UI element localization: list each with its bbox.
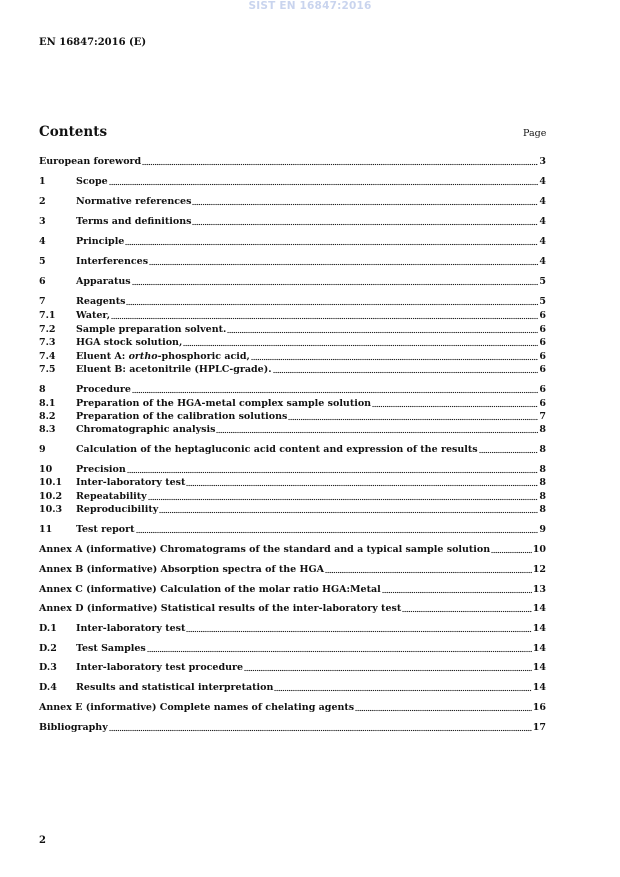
dot-leader: [325, 571, 532, 574]
toc-entry-number: 10.3: [39, 504, 63, 515]
dot-leader: [125, 243, 538, 246]
document-id: EN 16847:2016 (E): [39, 37, 147, 48]
contents-title: Contents: [39, 124, 108, 140]
dot-leader: [127, 471, 539, 474]
toc-entry-title: Normative references: [76, 196, 192, 207]
dot-leader: [132, 391, 538, 394]
dot-leader: [216, 431, 538, 434]
toc-entry[interactable]: [39, 475, 546, 489]
toc-entry-number: 8: [39, 384, 46, 395]
dot-leader: [136, 531, 539, 534]
toc-entry-page: 6: [539, 398, 546, 409]
toc-entry[interactable]: [39, 700, 546, 714]
toc-entry[interactable]: [39, 462, 546, 476]
toc-entry-page: 8: [539, 491, 546, 502]
toc-entry-page: 6: [539, 384, 546, 395]
toc-entry-number: 7.3: [39, 337, 56, 348]
toc-entry-page: 8: [539, 424, 546, 435]
toc-entry-page: 6: [539, 364, 546, 375]
toc-entry-number: 2: [39, 196, 46, 207]
toc-entry-page: 10: [532, 544, 546, 555]
toc-entry[interactable]: [39, 362, 546, 376]
toc-entry[interactable]: [39, 194, 546, 208]
dot-leader: [132, 283, 539, 286]
toc-entry[interactable]: [39, 382, 546, 396]
toc-entry-page: 6: [539, 310, 546, 321]
toc-entry-title-italic: ortho: [128, 351, 158, 362]
toc-entry-page: 14: [532, 623, 546, 634]
dot-leader: [147, 650, 532, 653]
toc-entry[interactable]: [39, 214, 546, 228]
toc-entry-page: 17: [532, 722, 546, 733]
toc-entry[interactable]: [39, 335, 546, 349]
toc-entry-page: 8: [539, 464, 546, 475]
toc-entry-number: 10: [39, 464, 53, 475]
toc-entry-title: Preparation of the HGA-metal complex sample solution: [76, 398, 372, 409]
dot-leader: [186, 630, 531, 633]
toc-entry-title: Inter-laboratory test procedure: [76, 662, 244, 673]
toc-entry-number: D.3: [39, 662, 57, 673]
toc-entry-page: 14: [532, 603, 546, 614]
dot-leader: [491, 551, 532, 554]
toc-entry-title: Eluent B: acetonitrile (HPLC-grade).: [76, 364, 272, 375]
dot-leader: [227, 331, 538, 334]
dot-leader: [109, 729, 532, 732]
toc-entry[interactable]: [39, 680, 546, 694]
dot-leader: [142, 163, 538, 166]
toc-entry[interactable]: [39, 254, 546, 268]
dot-leader: [355, 709, 532, 712]
toc-entry-page: 6: [539, 351, 546, 362]
toc-entry[interactable]: [39, 174, 546, 188]
toc-entry-page: 8: [539, 477, 546, 488]
toc-entry-title: Reagents: [76, 296, 126, 307]
toc-entry[interactable]: [39, 234, 546, 248]
toc-entry-title: Annex E (informative) Complete names of chelating agents: [39, 702, 355, 713]
dot-leader: [372, 405, 538, 408]
toc-entry-number: 8.2: [39, 411, 56, 422]
toc-entry-title: Scope: [76, 176, 108, 187]
dot-leader: [111, 317, 538, 320]
toc-entry-title: Annex B (informative) Absorption spectra of the HGA: [39, 564, 324, 575]
dot-leader: [192, 203, 538, 206]
toc-entry-number: D.1: [39, 623, 57, 634]
dot-leader: [382, 591, 532, 594]
dot-leader: [479, 451, 539, 454]
toc-entry-number: 9: [39, 444, 46, 455]
toc-entry[interactable]: [39, 522, 546, 536]
toc-entry[interactable]: [39, 294, 546, 308]
toc-entry-title: HGA stock solution,: [76, 337, 183, 348]
dot-leader: [159, 511, 538, 514]
dot-leader: [251, 358, 539, 361]
toc-entry[interactable]: [39, 349, 546, 363]
toc-entry-title: Annex D (informative) Statistical results of the inter-laboratory test: [39, 603, 402, 614]
toc-entry-title: Interferences: [76, 256, 149, 267]
toc-entry-title: Inter-laboratory test: [76, 477, 186, 488]
toc-entry-page: 7: [539, 411, 546, 422]
toc-entry[interactable]: [39, 562, 546, 576]
toc-entry-number: D.2: [39, 643, 57, 654]
toc-entry-number: D.4: [39, 682, 57, 693]
toc-entry-number: 4: [39, 236, 46, 247]
toc-entry-title: Inter-laboratory test: [76, 623, 186, 634]
toc-entry-title: Preparation of the calibration solutions: [76, 411, 288, 422]
dot-leader: [244, 669, 532, 672]
toc-entry-title: Procedure: [76, 384, 131, 395]
toc-entry[interactable]: [39, 274, 546, 288]
toc-entry-page: 4: [539, 216, 546, 227]
toc-entry-title: Principle: [76, 236, 125, 247]
toc-entry-page: 16: [532, 702, 546, 713]
toc-entry-number: 7.5: [39, 364, 56, 375]
toc-entry[interactable]: [39, 409, 546, 423]
toc-entry-title: Test report: [76, 524, 135, 535]
toc-entry-number: 11: [39, 524, 53, 535]
toc-entry-number: 10.1: [39, 477, 63, 488]
dot-leader: [148, 498, 539, 501]
toc-entry-number: 8.3: [39, 424, 56, 435]
toc-entry-page: 6: [539, 337, 546, 348]
toc-entry-number: 8.1: [39, 398, 56, 409]
toc-entry-page: 6: [539, 324, 546, 335]
toc-entry-page: 13: [532, 584, 546, 595]
toc-entry[interactable]: [39, 322, 546, 336]
toc-entry[interactable]: [39, 720, 546, 734]
toc-entry-title: Terms and definitions: [76, 216, 192, 227]
toc-entry-page: 9: [539, 524, 546, 535]
toc-entry-page: 4: [539, 236, 546, 247]
dot-leader: [149, 263, 538, 266]
dot-leader: [192, 223, 538, 226]
toc-entry-page: 8: [539, 444, 546, 455]
dot-leader: [183, 344, 538, 347]
toc-entry-page: 4: [539, 196, 546, 207]
toc-entry-number: 10.2: [39, 491, 63, 502]
toc-entry-page: 5: [539, 296, 546, 307]
toc-entry[interactable]: [39, 641, 546, 655]
toc-entry-number: 7.1: [39, 310, 56, 321]
toc-entry-title: Reproducibility: [76, 504, 159, 515]
toc-entry-number: 5: [39, 256, 46, 267]
dot-leader: [186, 484, 538, 487]
page-column-label: Page: [523, 128, 547, 139]
toc-entry-page: 4: [539, 256, 546, 267]
toc-entry-page: 8: [539, 504, 546, 515]
toc-entry[interactable]: [39, 154, 546, 168]
dot-leader: [273, 371, 539, 374]
toc-entry-title: Bibliography: [39, 722, 108, 733]
toc-entry-title: Results and statistical interpretation: [76, 682, 274, 693]
toc-entry-title: European foreword: [39, 156, 142, 167]
toc-entry[interactable]: [39, 660, 546, 674]
toc-entry-page: 14: [532, 643, 546, 654]
toc-entry-page: 5: [539, 276, 546, 287]
toc-entry-title: Annex C (informative) Calculation of the molar ratio HGA:Metal: [39, 584, 381, 595]
watermark: SIST EN 16847:2016: [248, 0, 372, 12]
toc-entry-title: Test Samples: [76, 643, 146, 654]
toc-entry-page: 12: [532, 564, 546, 575]
toc-entry-number: 7.2: [39, 324, 56, 335]
dot-leader: [274, 689, 531, 692]
toc-entry-number: 7.4: [39, 351, 56, 362]
toc-entry-page: 3: [539, 156, 546, 167]
toc-entry[interactable]: [39, 601, 546, 615]
toc-entry[interactable]: [39, 502, 546, 516]
toc-entry-title: Apparatus: [76, 276, 131, 287]
toc-entry-number: 1: [39, 176, 46, 187]
toc-entry-title: Precision: [76, 464, 126, 475]
toc-entry-page: 4: [539, 176, 546, 187]
toc-entry-page: 14: [532, 662, 546, 673]
toc-entry-title: Repeatability: [76, 491, 147, 502]
dot-leader: [126, 303, 538, 306]
dot-leader: [288, 418, 538, 421]
dot-leader: [109, 183, 539, 186]
toc-entry[interactable]: [39, 621, 546, 635]
toc-entry[interactable]: [39, 542, 546, 556]
toc-entry[interactable]: [39, 442, 546, 456]
toc-entry-title: Water,: [76, 310, 111, 321]
page-number: 2: [39, 835, 46, 846]
toc-entry[interactable]: [39, 308, 546, 322]
toc-entry-page: 14: [532, 682, 546, 693]
toc-entry-number: 3: [39, 216, 46, 227]
toc-entry-title: Calculation of the heptagluconic acid content and expression of the results: [76, 444, 478, 455]
toc-entry-title: Chromatographic analysis: [76, 424, 216, 435]
toc-entry-title: Annex A (informative) Chromatograms of the standard and a typical sample solution: [39, 544, 491, 555]
toc-entry[interactable]: [39, 489, 546, 503]
toc-entry[interactable]: [39, 396, 546, 410]
toc-entry-title: Sample preparation solvent.: [76, 324, 227, 335]
toc-entry-number: 6: [39, 276, 46, 287]
toc-entry-title-part: -phosphoric acid,: [157, 351, 250, 362]
toc-entry[interactable]: [39, 582, 546, 596]
dot-leader: [402, 610, 532, 613]
toc-entry-title-part: Eluent A:: [76, 351, 129, 362]
toc-entry-number: 7: [39, 296, 46, 307]
toc-entry[interactable]: [39, 422, 546, 436]
